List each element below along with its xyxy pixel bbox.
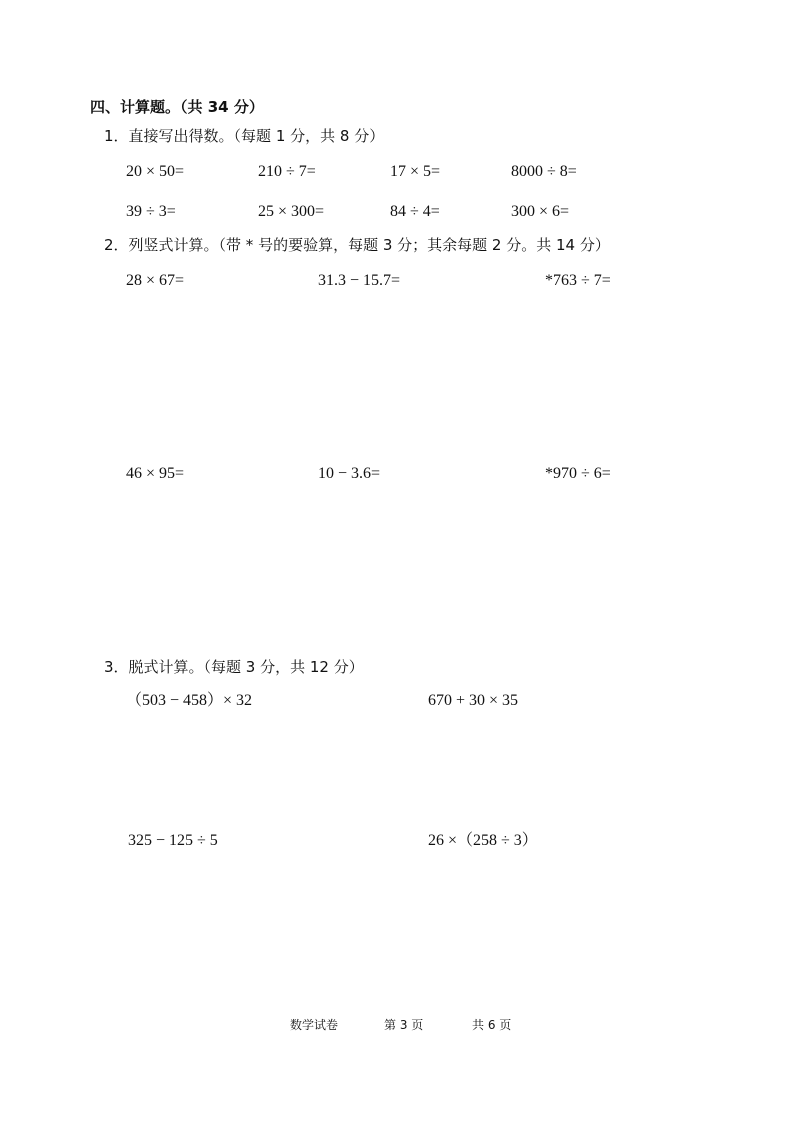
q1-item: 84 ÷ 4= [390,203,440,220]
q2-item: 28 × 67= [126,272,185,289]
q3-item: 325 − 125 ÷ 5 [128,832,218,849]
q2-item: 10 − 3.6= [318,465,381,482]
section-title: 四、计算题。（共 34 分） [90,98,264,116]
q1-title: 1．直接写出得数。（每题 1 分，共 8 分） [104,127,385,145]
q3-item: 26 ×（258 ÷ 3） [428,832,538,849]
q3-title: 3．脱式计算。（每题 3 分，共 12 分） [104,658,364,676]
q3-item: （503 − 458）× 32 [126,692,253,709]
q2-title: 2．列竖式计算。（带 * 号的要验算，每题 3 分；其余每题 2 分。共 14 分） [104,236,610,254]
footer-total: 共 6 页 [472,1018,512,1032]
q2-item: *970 ÷ 6= [545,465,611,482]
q1-item: 8000 ÷ 8= [511,163,577,180]
q1-item: 25 × 300= [258,203,325,220]
q1-item: 20 × 50= [126,163,185,180]
q1-item: 210 ÷ 7= [258,163,316,180]
q1-item: 17 × 5= [390,163,441,180]
q2-item: 46 × 95= [126,465,185,482]
footer-subject: 数学试卷 [290,1018,339,1032]
footer-page: 第 3 页 [384,1018,424,1032]
q1-item: 39 ÷ 3= [126,203,176,220]
q2-item: *763 ÷ 7= [545,272,611,289]
q2-item: 31.3 − 15.7= [318,272,401,289]
q3-item: 670 + 30 × 35 [428,692,519,709]
q1-item: 300 × 6= [511,203,570,220]
